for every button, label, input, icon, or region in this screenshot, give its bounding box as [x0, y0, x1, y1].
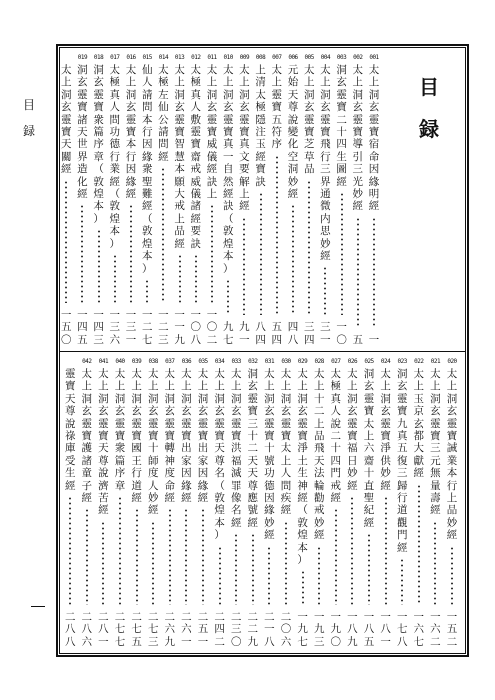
toc-entry — [221, 54, 235, 346]
toc-entry — [196, 358, 210, 648]
toc-entry — [345, 358, 359, 648]
entry-number: 021 — [430, 358, 441, 365]
entry-title: 太 上 洞 玄 靈 寶 真 一 自 然 經 訣 （ 敦 煌 本 ） — [222, 64, 234, 275]
page-title: 目 録 — [419, 75, 439, 141]
entry-title: 洞 玄 靈 寶 諸 天 世 界 造 化 經 — [77, 64, 88, 201]
leader-dots — [129, 204, 133, 302]
entry-number: 013 — [174, 54, 185, 61]
entry-page-number: 二 四 二 — [214, 610, 225, 648]
leader-dots — [433, 521, 437, 605]
leader-dots — [64, 180, 68, 303]
entry-number: 020 — [447, 358, 457, 365]
entry-number: 009 — [239, 54, 250, 61]
leader-dots — [242, 217, 246, 315]
entry-title: 太 上 洞 玄 靈 寶 誡 業 本 行 上 品 妙 經 — [446, 368, 458, 542]
entry-page-number: 一 二 七 — [141, 308, 153, 346]
entry-number: 035 — [198, 358, 208, 365]
entry-title: 太 上 洞 玄 靈 寶 威 儀 經 訣 上 — [206, 64, 218, 201]
entry-title: 太 上 洞 玄 靈 寶 出 家 因 緣 經 — [197, 368, 209, 505]
toc-entry — [108, 54, 122, 346]
leader-dots — [356, 217, 360, 328]
entry-page-number: 一 六 七 — [413, 610, 425, 648]
leader-dots — [118, 496, 122, 605]
leader-dots — [85, 508, 89, 604]
toc-entry — [302, 54, 316, 346]
leader-dots — [384, 496, 388, 605]
leader-dots — [307, 180, 311, 316]
entry-page-number: 二 八 八 — [64, 610, 76, 648]
toc-entry — [229, 358, 243, 648]
toc-entry — [213, 358, 227, 648]
entry-number: 006 — [288, 54, 298, 61]
entry-page-number: 五 四 — [271, 321, 283, 346]
toc-entry — [124, 54, 138, 346]
entry-number: 016 — [126, 54, 136, 61]
entry-page-number: 四 八 — [287, 321, 299, 346]
toc-entry — [179, 358, 193, 648]
entry-title: 靈 寶 天 尊 說 祿 庫 受 生 經 — [64, 368, 76, 492]
toc-entry — [312, 358, 326, 648]
folio-mark — [31, 606, 45, 607]
entry-number: 034 — [214, 358, 225, 365]
entry-number: 032 — [248, 358, 258, 365]
entry-title: 太 上 洞 玄 靈 寶 天 關 經 — [60, 64, 72, 176]
entry-title: 太 極 左 仙 公 請 問 經 — [158, 64, 169, 163]
leader-dots — [323, 266, 327, 315]
toc-entry — [329, 358, 343, 648]
entry-page-number: 一 九 三 — [313, 610, 325, 648]
toc-entry — [395, 358, 409, 648]
entry-page-number: 一 九 七 — [297, 610, 308, 648]
leader-dots — [184, 508, 188, 604]
toc-entry — [163, 358, 177, 648]
entry-page-number: 一 〇 八 — [190, 308, 202, 346]
toc-entry — [318, 54, 332, 346]
entry-title: 太 上 洞 玄 靈 寶 三 元 無 量 壽 經 — [430, 368, 441, 517]
entry-title: 太 上 洞 玄 靈 寶 芝 草 品 — [303, 64, 315, 176]
toc-entry — [367, 54, 381, 346]
entry-page-number: 一 八 五 — [363, 610, 375, 648]
entry-title: 太 極 真 人 敷 靈 寶 齋 戒 威 儀 諸 經 要 訣 — [190, 64, 202, 250]
entry-title: 洞 玄 靈 寶 二 十 四 生 圖 經 — [336, 64, 347, 188]
entry-number: 039 — [131, 358, 142, 365]
entry-number: 026 — [347, 358, 358, 365]
entry-number: 033 — [231, 358, 241, 365]
entry-page-number: 一 九 〇 — [330, 610, 342, 648]
entry-page-number: 一 五 〇 — [60, 308, 72, 346]
entry-number: 024 — [380, 358, 391, 365]
toc-entry — [286, 54, 300, 346]
toc-entry — [362, 358, 376, 648]
entry-number: 004 — [320, 54, 331, 61]
entry-page-number: 五 — [352, 333, 364, 346]
leader-dots — [113, 254, 117, 303]
entry-page-number: 一 八 一 — [380, 610, 391, 648]
entry-title: 洞 玄 靈 寶 太 上 六 齋 十 直 聖 紀 經 — [363, 368, 375, 529]
entry-page-number: 二 六 一 — [181, 610, 192, 648]
entry-title: 洞 玄 靈 寶 三 十 二 天 天 尊 應 號 經 — [247, 368, 259, 529]
toc-entry — [270, 54, 284, 346]
entry-page-number: 二 八 六 — [81, 610, 93, 648]
leader-dots — [201, 508, 205, 604]
entry-number: 014 — [158, 54, 169, 61]
entry-number: 008 — [255, 54, 266, 61]
toc-entry — [412, 358, 426, 648]
toc-entry — [351, 54, 365, 346]
entry-title: 太 上 洞 玄 靈 寶 淨 供 妙 經 — [380, 368, 391, 492]
entry-number: 037 — [165, 358, 175, 365]
entry-title: 太 上 洞 玄 靈 寶 本 行 因 緣 經 — [125, 64, 137, 201]
entry-number: 002 — [353, 54, 363, 61]
entry-number: 019 — [77, 54, 88, 61]
toc-entry — [254, 54, 268, 346]
entry-title: 太 上 十 二 上 品 飛 天 法 輪 勸 戒 妙 經 — [313, 368, 325, 542]
entry-number: 001 — [369, 54, 379, 61]
entry-title: 太 上 洞 玄 靈 寶 護 諸 童 子 經 — [81, 368, 93, 505]
entry-number: 012 — [191, 54, 201, 61]
entry-page-number: 一 〇 二 — [206, 308, 218, 346]
entry-page-number: 一 三 一 — [125, 308, 137, 346]
entry-number: 005 — [304, 54, 314, 61]
entry-title: 太 上 洞 玄 靈 寶 天 尊 說 濟 苦 經 — [98, 368, 109, 517]
leader-dots — [101, 521, 105, 605]
entry-page-number: 二 二 九 — [247, 610, 259, 648]
entry-page-number: 一 五 二 — [446, 610, 458, 648]
toc-entry — [428, 358, 442, 648]
entry-title: 太 上 靈 寶 五 符 序 — [271, 64, 283, 151]
leader-dots — [372, 217, 376, 328]
leader-dots — [178, 254, 182, 303]
entry-title: 洞 玄 靈 寶 衆 篇 序 章 （ 敦 煌 本 ） — [93, 64, 104, 225]
entry-number: 042 — [82, 358, 92, 365]
entry-number: 022 — [414, 358, 424, 365]
toc-entry — [113, 358, 127, 648]
entry-title: 太 極 真 人 問 功 德 行 業 經 （ 敦 煌 本 ） — [109, 64, 121, 250]
entry-title: 太 上 洞 玄 靈 寶 十 師 度 人 妙 經 — [147, 368, 159, 517]
entry-page-number: 三 四 — [303, 321, 315, 346]
entry-number — [59, 54, 73, 64]
entry-page-number: 一 — [368, 333, 380, 346]
entry-title: 太 上 洞 玄 靈 寶 真 文 要 解 上 經 — [239, 64, 250, 213]
entry-title: 太 上 洞 玄 靈 寶 淨 土 生 神 經 （ 敦 煌 本 ） — [297, 368, 308, 567]
toc-entry — [80, 358, 94, 648]
leader-dots — [251, 533, 255, 605]
entry-number: 003 — [336, 54, 347, 61]
entry-title: 洞 玄 靈 寶 九 真 五 復 三 歸 行 道 觀 門 經 — [396, 368, 408, 554]
leader-dots — [334, 508, 338, 604]
entry-title: 太 上 洞 玄 靈 寶 衆 篇 序 章 — [114, 368, 126, 492]
leader-dots — [317, 546, 321, 605]
entry-page-number: 二 一 八 — [264, 610, 275, 648]
leader-dots — [234, 533, 238, 605]
entry-page-number: 一 〇 — [336, 321, 347, 346]
entry-page-number: 二 八 一 — [98, 610, 109, 648]
toc-entry — [279, 358, 293, 648]
toc-entry — [146, 358, 160, 648]
leader-dots — [275, 155, 279, 315]
entry-number: 030 — [281, 358, 291, 365]
leader-dots — [291, 204, 295, 315]
leader-dots — [400, 558, 404, 605]
entry-page-number: 一 三 六 — [109, 308, 121, 346]
leader-dots — [267, 546, 271, 605]
entry-title: 太 上 洞 玄 靈 寶 導 引 三 光 妙 經 — [352, 64, 364, 213]
entry-title: 太 上 洞 玄 靈 寶 智 慧 本 願 大 戒 上 品 經 — [174, 64, 185, 250]
toc-entry — [156, 54, 170, 346]
entry-page-number: 一 一 九 — [174, 308, 185, 346]
entry-page-number: 二 三 〇 — [230, 610, 242, 648]
leader-dots — [301, 570, 305, 604]
entry-number: 040 — [115, 358, 125, 365]
leader-dots — [259, 192, 263, 315]
entry-title: 太 上 洞 玄 靈 寶 福 日 妙 經 — [347, 368, 358, 492]
toc-entry — [189, 54, 203, 346]
entry-number — [63, 358, 77, 368]
entry-page-number: 二 七 五 — [131, 610, 142, 648]
entry-title: 太 上 洞 玄 靈 寶 出 家 因 緣 經 — [181, 368, 192, 505]
leader-dots — [135, 508, 139, 604]
entry-number: 010 — [223, 54, 233, 61]
entry-number: 031 — [264, 358, 275, 365]
entry-page-number: 一 四 三 — [93, 308, 104, 346]
leader-dots — [218, 546, 222, 605]
leader-dots — [367, 533, 371, 605]
entry-title: 太 上 洞 玄 靈 寶 天 尊 名 （ 敦 煌 本 ） — [214, 368, 225, 542]
entry-title: 太 極 真 人 說 二 十 四 門 戒 經 — [330, 368, 342, 505]
entry-page-number: 二 七 七 — [114, 610, 126, 648]
entry-page-number: 二 六 九 — [164, 610, 176, 648]
entry-title: 元 始 天 尊 說 變 化 空 洞 妙 經 — [287, 64, 299, 201]
toc-entry — [75, 54, 89, 346]
entry-title: 太 上 洞 玄 靈 寶 宿 命 因 緣 明 經 — [368, 64, 380, 213]
leader-dots — [151, 521, 155, 605]
toc-entry — [92, 54, 106, 346]
toc-entry — [63, 358, 77, 648]
entry-number: 028 — [314, 358, 324, 365]
leader-dots — [417, 484, 421, 605]
toc-entry — [96, 358, 110, 648]
entry-title: 太 上 玉 京 玄 都 大 獻 經 — [413, 368, 425, 480]
toc-entry — [379, 358, 393, 648]
toc-entry — [205, 54, 219, 346]
toc-entry — [335, 54, 349, 346]
leader-dots — [68, 496, 72, 605]
toc-entry — [445, 358, 459, 648]
toc-entry — [296, 358, 310, 648]
entry-page-number: 二 五 一 — [197, 610, 209, 648]
leader-dots — [226, 279, 230, 315]
entry-number: 018 — [93, 54, 104, 61]
entry-page-number: 八 四 — [255, 321, 266, 346]
toc-entry — [237, 54, 251, 346]
leader-dots — [210, 204, 214, 302]
entry-number: 017 — [110, 54, 120, 61]
entry-page-number: 一 七 八 — [396, 610, 408, 648]
leader-dots — [145, 279, 149, 303]
toc-entry — [59, 54, 73, 346]
entry-number: 025 — [364, 358, 374, 365]
entry-title: 太 上 洞 玄 靈 寶 轉 神 度 命 經 — [164, 368, 176, 505]
entry-number: 038 — [148, 358, 158, 365]
leader-dots — [168, 508, 172, 604]
toc-entry — [140, 54, 154, 346]
entry-page-number: 九 一 — [239, 321, 250, 346]
toc-entry — [262, 358, 276, 648]
entry-title: 太 上 洞 玄 靈 寶 太 上 人 問 疾 經 — [280, 368, 292, 517]
toc-entry — [246, 358, 260, 648]
leader-dots — [80, 204, 84, 302]
leader-dots — [340, 192, 344, 315]
section-divider — [59, 351, 466, 352]
entry-title: 太 上 洞 玄 靈 寶 國 王 行 道 經 — [131, 368, 142, 505]
entry-title: 太 上 洞 玄 靈 寶 洪 福 滅 罪 像 名 經 — [230, 368, 242, 529]
leader-dots — [350, 496, 354, 605]
entry-title: 仙 人 請 問 本 行 因 緣 衆 聖 難 經 （ 敦 煌 本 ） — [141, 64, 153, 275]
leader-dots — [161, 167, 165, 303]
toc-entry — [173, 54, 187, 346]
entry-page-number: 一 二 三 — [158, 308, 169, 346]
entry-number: 036 — [181, 358, 192, 365]
entry-number: 041 — [98, 358, 109, 365]
entry-page-number: 九 七 — [222, 321, 234, 346]
entry-page-number: 二 〇 六 — [280, 610, 292, 648]
entry-number: 011 — [207, 54, 217, 61]
entry-page-number: 三 一 — [320, 321, 331, 346]
entry-page-number: 一 六 二 — [430, 610, 441, 648]
entry-title: 太 上 洞 玄 靈 寶 十 號 功 德 因 緣 妙 經 — [264, 368, 275, 542]
entry-number: 015 — [142, 54, 152, 61]
leader-dots — [97, 229, 101, 303]
entry-page-number: 一 八 九 — [347, 610, 358, 648]
leader-dots — [194, 254, 198, 303]
entry-title: 太 上 洞 玄 靈 寶 飛 行 三 界 通 微 内 思 妙 經 — [320, 64, 331, 263]
entry-number: 027 — [331, 358, 341, 365]
entry-page-number: 二 七 三 — [147, 610, 159, 648]
toc-entry — [130, 358, 144, 648]
entry-title: 上 清 太 極 隱 注 玉 經 寶 訣 — [255, 64, 266, 188]
entry-number: 023 — [397, 358, 407, 365]
entry-number: 029 — [297, 358, 308, 365]
leader-dots — [284, 521, 288, 605]
entry-number: 007 — [272, 54, 282, 61]
entry-page-number: 一 四 五 — [77, 308, 88, 346]
leader-dots — [450, 546, 454, 605]
margin-title: 目 録 — [22, 98, 35, 138]
